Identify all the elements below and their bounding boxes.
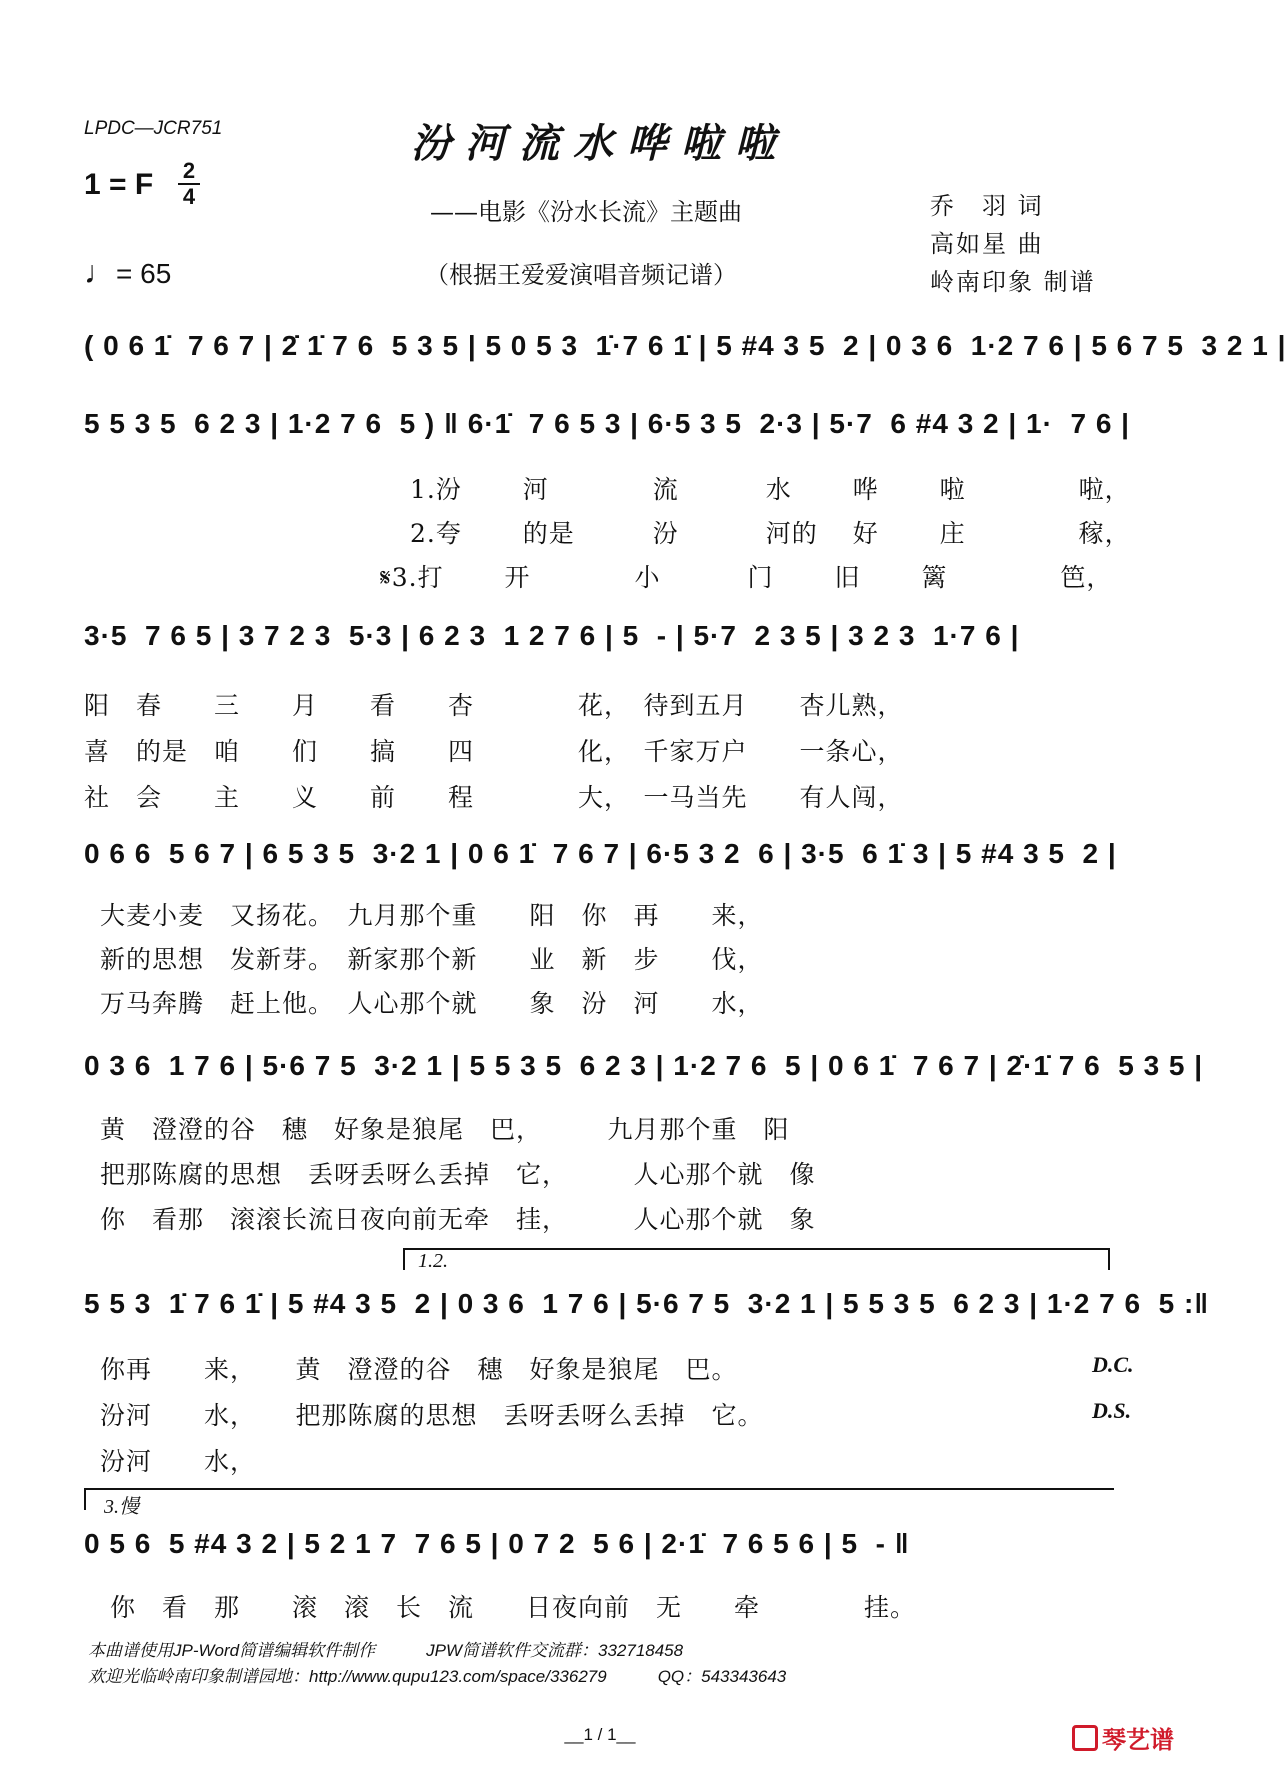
volta-bracket bbox=[84, 1488, 1114, 1490]
volta-bracket-left bbox=[84, 1488, 86, 1510]
ds-mark: D.S. bbox=[1092, 1398, 1132, 1423]
lyric-line: 1.汾 河 流 水 哗 啦 啦， bbox=[410, 475, 1131, 504]
footer-line-2: 欢迎光临岭南印象制谱园地：http://www.qupu123.com/space/336279 QQ：543343643 bbox=[88, 1667, 787, 1686]
lyric-line: 𝄋3.打 开 小 门 旧 篱 笆， bbox=[380, 563, 1113, 592]
staff-line-1: ( 0 6 1̇ 7 6 7 | 2̇ 1̇ 7 6 5 3 5 | 5 0 5 3 1̇·7 6 1̇ | 5 #4 3 5 2 | 0 3 6 1·2 7 6 | 5 6 7 5 3 2 1 | bbox=[84, 330, 1286, 361]
lyric-line: 黄 澄澄的谷 穗 好象是狼尾 巴， 九月那个重 阳 bbox=[100, 1115, 790, 1144]
staff-line-3: 3·5 7 6 5 | 3 7 2 3 5·3 | 6 2 3 1 2 7 6 | 5 - | 5·7 2 3 5 | 3 2 3 1·7 6 | bbox=[84, 620, 1020, 651]
lyric-line: 喜 的是 咱 们 搞 四 化， 千家万户 一条心， bbox=[84, 737, 904, 766]
staff-line-5: 0 3 6 1 7 6 | 5·6 7 5 3·2 1 | 5 5 3 5 6 2 3 | 1·2 7 6 5 | 0 6 1̇ 7 6 7 | 2̇·1̇ 7 6 5 3 5 | bbox=[84, 1050, 1204, 1081]
volta-label: 1.2. bbox=[418, 1250, 448, 1272]
lyric-line: 你再 来， 黄 澄澄的谷 穗 好象是狼尾 巴。 bbox=[100, 1355, 738, 1384]
watermark-text: 琴艺谱 bbox=[1102, 1726, 1174, 1754]
page-number: __1 / 1__ bbox=[564, 1725, 636, 1744]
time-signature-top: 2 bbox=[182, 158, 196, 183]
tempo-value: = 65 bbox=[116, 258, 172, 289]
watermark bbox=[1072, 1720, 1174, 1755]
tempo-marking bbox=[84, 254, 171, 291]
volta-bracket-left bbox=[403, 1248, 405, 1270]
score-code: LPDC—JCR751 bbox=[84, 118, 223, 139]
staff-line-7: 0 5 6 5 #4 3 2 | 5 2 1 7 7 6 5 | 0 7 2 5 6 | 2·1̇ 7 6 5 6 | 5 - ‖ bbox=[84, 1528, 910, 1559]
page-title: 汾河流水哗啦啦 bbox=[411, 120, 789, 167]
key-signature: 1 = F bbox=[84, 168, 154, 201]
volta-label: 3.慢 bbox=[104, 1496, 139, 1518]
transcription-note: （根据王爱爱演唱音频记谱） bbox=[425, 261, 737, 289]
lyric-line: 2.夸 的是 汾 河的 好 庄 稼， bbox=[410, 519, 1131, 548]
lyricist: 乔 羽 词 bbox=[930, 192, 1044, 220]
lyric-line: 汾河 水， 把那陈腐的思想 丢呀丢呀么丢掉 它。 bbox=[100, 1401, 764, 1430]
volta-bracket-right bbox=[1108, 1248, 1110, 1270]
composer: 高如星 曲 bbox=[930, 230, 1044, 258]
lyric-line: 阳 春 三 月 看 杏 花， 待到五月 杏儿熟， bbox=[84, 691, 904, 720]
dc-mark: D.C. bbox=[1092, 1352, 1134, 1377]
quarter-note-icon: ♩ bbox=[84, 254, 116, 290]
lyric-line: 万马奔腾 赶上他。 人心那个就 象 汾 河 水， bbox=[100, 989, 764, 1018]
subtitle: ——电影《汾水长流》主题曲 bbox=[430, 198, 742, 226]
lyric-line: 社 会 主 义 前 程 大， 一马当先 有人闯， bbox=[84, 783, 904, 812]
lyric-line: 你 看 那 滚 滚 长 流 日夜向前 无 牵 挂。 bbox=[110, 1593, 917, 1622]
lyric-line: 把那陈腐的思想 丢呀丢呀么丢掉 它， 人心那个就 像 bbox=[100, 1160, 816, 1189]
lyric-line: 大麦小麦 又扬花。 九月那个重 阳 你 再 来， bbox=[100, 901, 764, 930]
lyric-line: 你 看那 滚滚长流日夜向前无牵 挂， 人心那个就 象 bbox=[100, 1205, 816, 1234]
staff-line-2: 5 5 3 5 6 2 3 | 1·2 7 6 5 ) ‖ 6·1̇ 7 6 5 3 | 6·5 3 5 2·3 | 5·7 6 #4 3 2 | 1· 7 6 | bbox=[84, 408, 1130, 439]
arranger: 岭南印象 制谱 bbox=[930, 268, 1096, 296]
lyric-line: 汾河 水， bbox=[100, 1447, 257, 1476]
footer-line-1: 本曲谱使用JP-Word简谱编辑软件制作 JPW简谱软件交流群：332718458 bbox=[88, 1641, 684, 1660]
time-signature-bottom: 4 bbox=[182, 184, 196, 209]
lyric-line: 新的思想 发新芽。 新家那个新 业 新 步 伐， bbox=[100, 945, 764, 974]
volta-bracket bbox=[403, 1248, 1109, 1250]
staff-line-4: 0 6 6 5 6 7 | 6 5 3 5 3·2 1 | 0 6 1̇ 7 6 7 | 6·5 3 2 6 | 3·5 6 1̇ 3 | 5 #4 3 5 2 | bbox=[84, 838, 1117, 869]
staff-line-6: 5 5 3 1̇ 7 6 1̇ | 5 #4 3 5 2 | 0 3 6 1 7 6 | 5·6 7 5 3·2 1 | 5 5 3 5 6 2 3 | 1·2 7 6 5 :‖ bbox=[84, 1288, 1210, 1319]
qinyipu-logo-icon bbox=[1072, 1725, 1098, 1751]
time-signature bbox=[178, 160, 200, 208]
